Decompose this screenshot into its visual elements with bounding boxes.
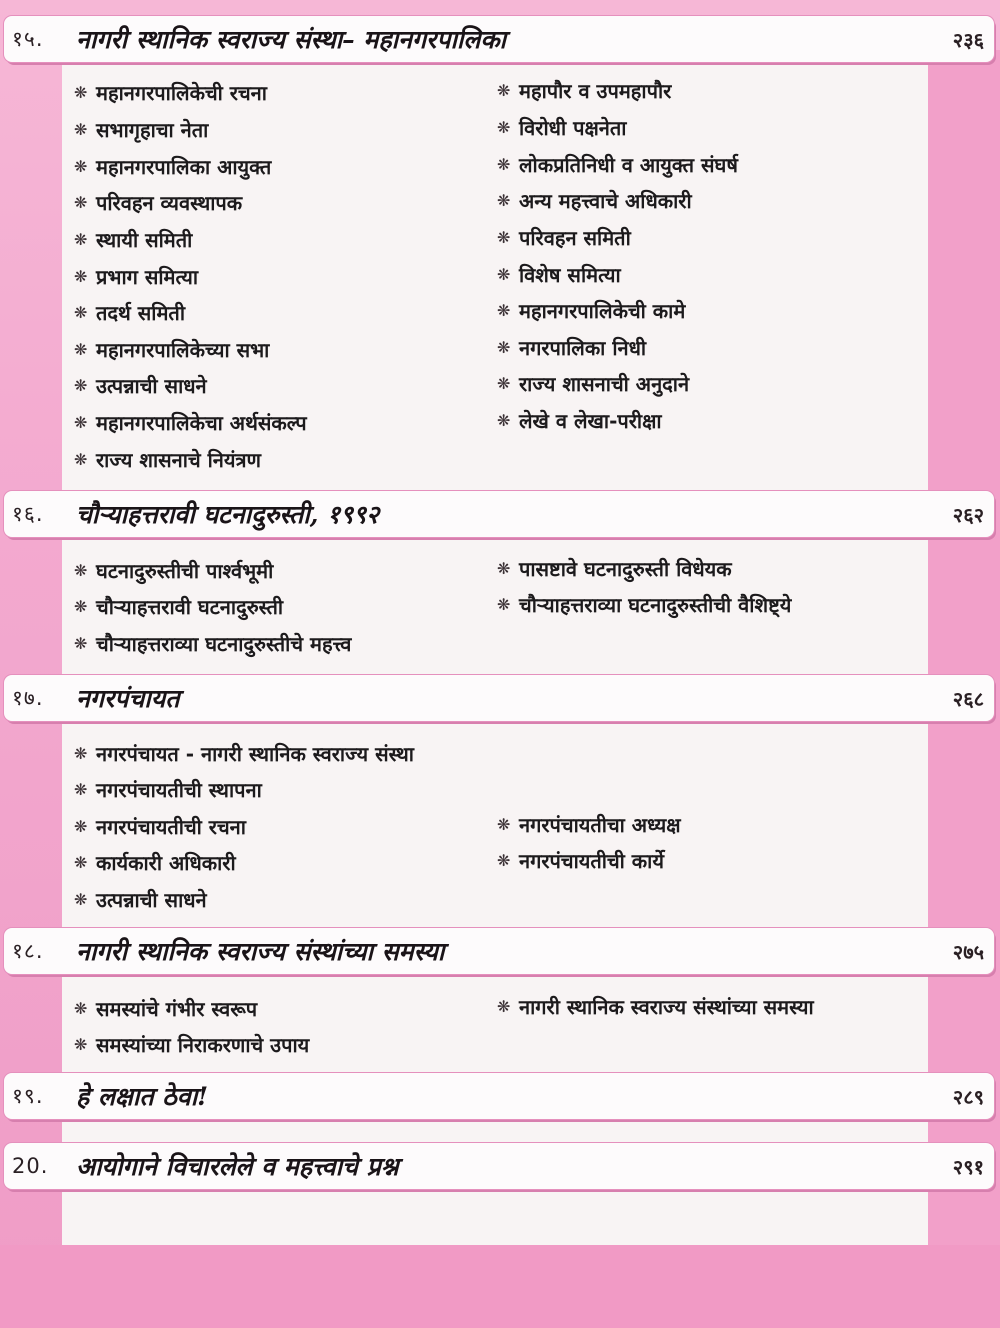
chapter-title: नगरपंचायत [76,684,180,713]
chapter-number: १७. [12,686,44,710]
bullet-icon: ❋ [74,340,88,359]
topic-item: ❋ लेखे व लेखा-परीक्षा [497,409,662,433]
bullet-icon: ❋ [497,191,511,210]
bullet-icon: ❋ [497,815,511,834]
topic-item: ❋ विशेष समित्या [497,263,621,287]
bullet-icon: ❋ [497,374,511,393]
bullet-icon: ❋ [497,265,511,284]
bullet-icon: ❋ [74,120,88,139]
topic-item: ❋ महानगरपालिकेची रचना [74,81,267,105]
topic-item: ❋ विरोधी पक्षनेता [497,116,627,140]
bullet-icon: ❋ [74,817,88,836]
bullet-icon: ❋ [74,1035,88,1054]
chapter-heading-19[interactable] [4,1073,994,1119]
bullet-icon: ❋ [74,267,88,286]
chapter-page: २६२ [952,502,984,527]
chapter-number: १९. [12,1084,44,1108]
topic-item: ❋ महानगरपालिकेची कामे [497,299,686,323]
bullet-icon: ❋ [74,744,88,763]
topic-item: ❋ सभागृहाचा नेता [74,118,209,142]
topic-item: ❋ नागरी स्थानिक स्वराज्य संस्थांच्या समस्या [497,995,814,1019]
bullet-icon: ❋ [74,157,88,176]
bullet-icon: ❋ [74,450,88,469]
topic-item: ❋ उत्पन्नाची साधने [74,374,207,398]
topic-item: ❋ महानगरपालिका आयुक्त [74,155,272,179]
chapter-page: २३६ [952,27,984,52]
bullet-icon: ❋ [497,997,511,1016]
topic-item: ❋ परिवहन व्यवस्थापक [74,191,243,215]
topic-item: ❋ नगरपंचायतीची स्थापना [74,778,262,802]
chapter-number: १६. [12,502,44,526]
topic-item: ❋ महानगरपालिकेच्या सभा [74,338,270,362]
chapter-title: आयोगाने विचारलेले व महत्त्वाचे प्रश्न [76,1152,399,1181]
chapter-number: १८. [12,939,44,963]
topic-item: ❋ अन्य महत्त्वाचे अधिकारी [497,189,692,213]
chapter-page: २६८ [952,686,984,711]
bullet-icon: ❋ [74,230,88,249]
chapter-page: २७५ [952,939,984,964]
topic-item: ❋ नगरपंचायतीची रचना [74,815,246,839]
topic-item: ❋ समस्यांचे गंभीर स्वरूप [74,997,258,1021]
topic-item: ❋ चौऱ्याहत्तराव्या घटनादुरुस्तीचे महत्त्व [74,632,352,656]
bottom-band [0,1245,1000,1328]
topic-item: ❋ नगरपंचायतीचा अध्यक्ष [497,813,681,837]
topic-item: ❋ तदर्थ समिती [74,301,186,325]
bullet-icon: ❋ [74,853,88,872]
bullet-icon: ❋ [74,890,88,909]
topic-item: ❋ महापौर व उपमहापौर [497,79,672,103]
chapter-number: १५. [12,27,44,51]
topic-item: ❋ लोकप्रतिनिधी व आयुक्त संघर्ष [497,153,738,177]
topic-item: ❋ चौऱ्याहत्तरावी घटनादुरुस्ती [74,595,284,619]
topic-item: ❋ राज्य शासनाचे नियंत्रण [74,448,261,472]
bullet-icon: ❋ [497,851,511,870]
topic-item: ❋ चौऱ्याहत्तराव्या घटनादुरुस्तीची वैशिष्ट्ये [497,593,792,617]
bullet-icon: ❋ [497,595,511,614]
bullet-icon: ❋ [74,376,88,395]
bullet-icon: ❋ [74,780,88,799]
bullet-icon: ❋ [497,228,511,247]
topic-item: ❋ स्थायी समिती [74,228,193,252]
bullet-icon: ❋ [497,338,511,357]
chapter-title: नागरी स्थानिक स्वराज्य संस्थांच्या समस्या [76,937,445,966]
topic-item: ❋ राज्य शासनाची अनुदाने [497,372,690,396]
topic-item: ❋ समस्यांच्या निराकरणाचे उपाय [74,1033,310,1057]
bullet-icon: ❋ [74,303,88,322]
chapter-number: 20. [12,1154,49,1178]
chapter-title: हे लक्षात ठेवा! [76,1082,209,1111]
bullet-icon: ❋ [74,999,88,1018]
topic-item: ❋ परिवहन समिती [497,226,631,250]
topic-item: ❋ नगरपंचायत - नागरी स्थानिक स्वराज्य संस्था [74,742,414,766]
chapter-page: २९१ [952,1154,984,1179]
bullet-icon: ❋ [497,155,511,174]
topic-item: ❋ घटनादुरुस्तीची पार्श्वभूमी [74,559,274,583]
bullet-icon: ❋ [497,411,511,430]
topic-item: ❋ नगरपंचायतीची कार्ये [497,849,664,873]
topic-item: ❋ पासष्टावे घटनादुरुस्ती विधेयक [497,557,732,581]
chapter-title: नागरी स्थानिक स्वराज्य संस्था– महानगरपालिका [76,25,507,54]
bullet-icon: ❋ [74,597,88,616]
topic-item: ❋ महानगरपालिकेचा अर्थसंकल्प [74,411,307,435]
bullet-icon: ❋ [74,83,88,102]
chapter-heading-16[interactable] [4,491,994,537]
bullet-icon: ❋ [497,559,511,578]
topic-item: ❋ उत्पन्नाची साधने [74,888,207,912]
bullet-icon: ❋ [74,634,88,653]
topic-item: ❋ प्रभाग समित्या [74,265,199,289]
bullet-icon: ❋ [74,413,88,432]
chapter-heading-15[interactable] [4,16,994,62]
chapter-heading-18[interactable] [4,928,994,974]
bullet-icon: ❋ [74,561,88,580]
right-margin-band [928,50,1000,1245]
topic-item: ❋ नगरपालिका निधी [497,336,647,360]
chapter-title: चौऱ्याहत्तरावी घटनादुरुस्ती, १९९२ [76,500,380,529]
chapter-heading-17[interactable] [4,675,994,721]
topic-item: ❋ कार्यकारी अधिकारी [74,851,236,875]
chapter-heading-20[interactable] [4,1143,994,1189]
chapter-page: २८९ [952,1084,984,1109]
bullet-icon: ❋ [497,301,511,320]
bullet-icon: ❋ [497,118,511,137]
bullet-icon: ❋ [497,81,511,100]
bullet-icon: ❋ [74,193,88,212]
